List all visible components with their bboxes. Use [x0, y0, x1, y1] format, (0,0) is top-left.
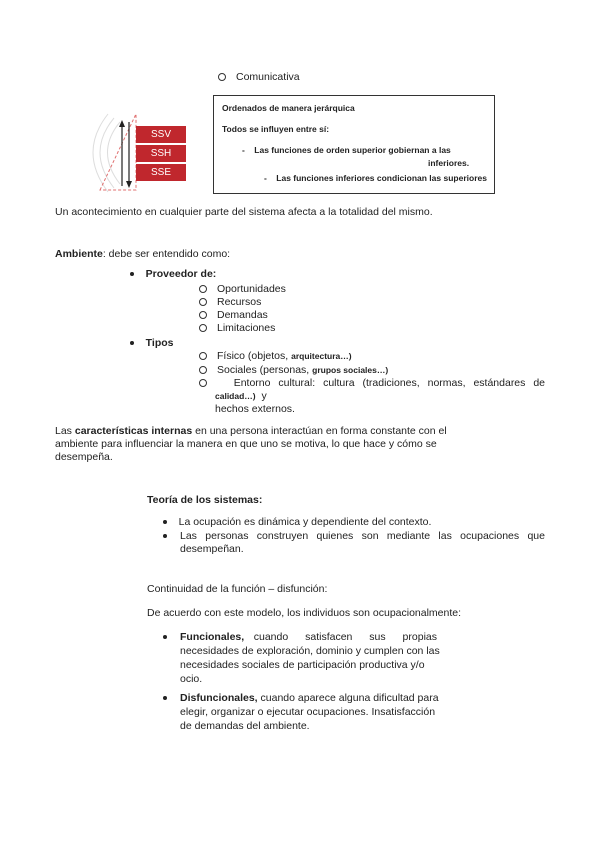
proveedor-item: Proveedor de: [130, 268, 216, 281]
circle-bullet-icon [199, 324, 207, 332]
level-ssv: SSV [136, 126, 186, 143]
hierarchy-textbox [213, 95, 495, 194]
level-sse: SSE [136, 164, 186, 181]
circle-bullet-icon [199, 311, 207, 319]
teoria-item-1: La ocupación es dinámica y dependiente del contexto. [163, 516, 431, 529]
bullet-icon [163, 520, 167, 524]
teoria-item-2: Las personas construyen quienes son mediante las ocupaciones que desempeñan. [163, 530, 545, 556]
disfuncionales-item: Disfuncionales, cuando aparece alguna dificultad para elegir, organizar o ejecutar ocupaciones. Insatisfacción de demandas del ambiente. [163, 691, 443, 733]
paragraph-system: Un acontecimiento en cualquier parte del sistema afecta a la totalidad del mismo. [55, 206, 433, 218]
hierarchy-diagram [90, 112, 210, 194]
box-point-2: - Las funciones inferiores condicionan las superiores [264, 173, 487, 183]
proveedor-list-item: Demandas [199, 309, 268, 322]
box-point-1-cont: inferiores. [428, 158, 470, 168]
bullet-icon [163, 635, 167, 639]
continuidad-heading: Continuidad de la función – disfunción: [147, 583, 328, 595]
tipo-list-item: Físico (objetos, arquitectura…) [199, 350, 352, 363]
circle-bullet-icon [218, 73, 226, 81]
circle-bullet-icon [199, 298, 207, 306]
ambiente-heading: Ambiente: debe ser entendido como: [55, 248, 231, 260]
box-subtitle: Todos se influyen entre sí: [222, 124, 330, 134]
box-point-1: - Las funciones de orden superior gobiernan a las [242, 145, 451, 155]
bullet-icon [163, 534, 167, 538]
box-title: Ordenados de manera jerárquica [222, 103, 355, 113]
tipos-item: Tipos [130, 337, 173, 350]
tipo-list-item: Entorno cultural: cultura (tradiciones, normas, estándares de calidad…) y [199, 377, 545, 403]
bullet-icon [130, 272, 134, 276]
bullet-icon [130, 341, 134, 345]
circle-bullet-icon [199, 379, 207, 387]
circle-bullet-icon [199, 285, 207, 293]
proveedor-list-item: Limitaciones [199, 322, 275, 335]
tipo-list-item: Sociales (personas, grupos sociales…) [199, 364, 388, 377]
level-ssh: SSH [136, 145, 186, 162]
funcionales-item: Funcionales, cuando satisfacen sus propias necesidades de exploración, dominio y cumplen con las necesidades sociales de participación productiva y/o ocio. [163, 630, 437, 686]
top-list-item: Comunicativa [218, 71, 300, 84]
tipo-cont: hechos externos. [215, 403, 295, 415]
concentric-arcs-icon [93, 114, 120, 192]
proveedor-list-item: Oportunidades [199, 283, 286, 296]
circle-bullet-icon [199, 352, 207, 360]
teoria-title: Teoría de los sistemas: [147, 494, 263, 506]
proveedor-list-item: Recursos [199, 296, 261, 309]
circle-bullet-icon [199, 366, 207, 374]
modelo-paragraph: De acuerdo con este modelo, los individuos son ocupacionalmente: [147, 607, 462, 619]
pyramid-triangle-icon [100, 114, 136, 190]
caracteristicas-paragraph: Las características internas en una persona interactúan en forma constante con el ambiente para influenciar la manera en que uno se motiva, lo que hace y cómo se desempeña. [55, 425, 447, 463]
bullet-icon [163, 696, 167, 700]
